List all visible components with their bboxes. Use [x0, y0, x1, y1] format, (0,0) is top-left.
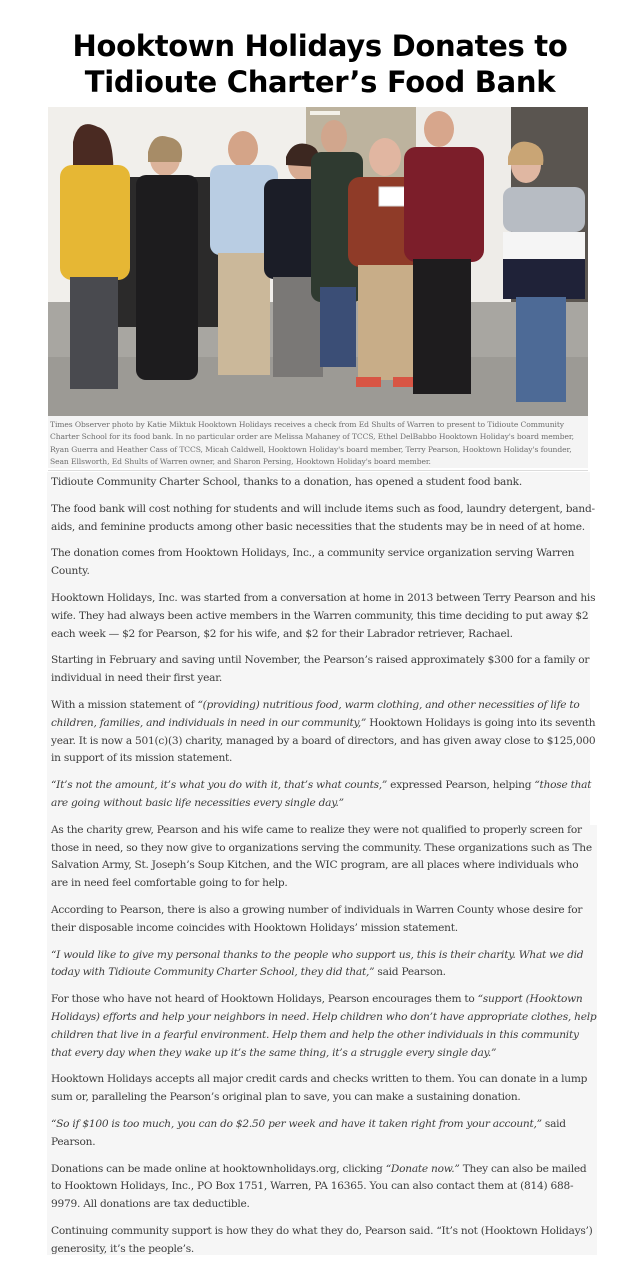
text: With a mission statement of — [51, 698, 198, 711]
quote: “those that are going without basic life necessities every single day.” — [51, 779, 592, 809]
quote: “I would like to give my personal thanks to the people who support us, this is their charity. What we did today with Tidioute Community Charter School, they did that,” — [51, 948, 584, 979]
paragraph-6 — [51, 697, 597, 768]
photo-caption: Times Observer photo by Katie Miktuk Hooktown Holidays receives a check from Ed Shults of Warren to present to Tidioute Community Charter School for its food bank. In no particular order are Melissa Mahaney of TCCS, Ethel DelBabbo Hooktown Holiday's board member, Ryan Guerra and Heather Cass of TCCS, Micah Caldwell, Hooktown Holiday's board member, Terry Pearson, Hooktown Holiday's founder, Sean Ellsworth, Ed Shults of Warren owner, and Sharon Persing, Hooktown Holiday's board member. — [48, 416, 588, 468]
headline — [0, 28, 640, 100]
donate-now-quote: “Donate now.” — [385, 1162, 460, 1175]
quote: “It’s not the amount, it’s what you do with it, that’s what counts,” — [51, 779, 388, 792]
quote: “support (Hooktown Holidays) efforts and help your neighbors in need. Help children who don’t have appropriate clothes, help children that live in a fearful environment. Help them and help the other individuals in this community that every day when they wake up it’s the same thing, it’s a struggle every single day.” — [51, 993, 597, 1059]
text: said Pearson. — [374, 966, 446, 979]
headline-line-2: Tidioute Charter’s Food Bank — [84, 65, 556, 99]
paragraph-1: Tidioute Community Charter School, thanks to a donation, has opened a student food bank. — [51, 476, 522, 488]
paragraph-14 — [51, 1161, 597, 1214]
headline-line-1: Hooktown Holidays Donates to — [72, 29, 568, 63]
paragraph-3: The donation comes from Hooktown Holidays, Inc., a community service organization serving Warren County. — [51, 547, 575, 578]
paragraph-13 — [51, 1116, 597, 1152]
paragraph-10 — [51, 947, 597, 983]
text: Donations can be made online at hooktownholidays.org, clicking — [51, 1162, 386, 1175]
text: Hooktown Holidays is going into its seventh year. It is now a 501(c)(3) charity, managed by a board of directors, and has given away close to $125,000 in support of its mission statement. — [51, 716, 596, 765]
paragraph-9: According to Pearson, there is also a growing number of individuals in Warren County whose desire for their disposable income coincides with Hooktown Holidays’ mission statement. — [51, 903, 583, 934]
paragraph-5: Starting in February and saving until November, the Pearson’s raised approximately $300 for a family or individual in need their first year. — [51, 654, 590, 685]
news-photo — [48, 107, 588, 416]
mission-quote: “(providing) nutritious food, warm clothing, and other necessities of life to children, families, and individuals in need in our community,” — [51, 698, 580, 729]
article-body — [51, 474, 597, 1267]
caption-divider — [48, 470, 588, 471]
text: expressed Pearson, helping — [387, 779, 535, 792]
paragraph-7 — [51, 777, 597, 813]
group-photo-illustration — [48, 107, 588, 416]
paragraph-4: Hooktown Holidays, Inc. was started from a conversation at home in 2013 between Terry Pearson and his wife. They had always been active members in the Warren community, this time deciding to put away $2 each week — $2 for Pearson, $2 for his wife, and $2 for their Labrador retriever, Rachael. — [51, 591, 596, 640]
text: They can also be mailed to Hooktown Holidays, Inc., PO Box 1751, Warren, PA 16365. You can also contact them at (814) 688-9979. All donations are tax deductible. — [51, 1162, 587, 1211]
paragraph-11 — [51, 991, 597, 1062]
quote: “So if $100 is too much, you can do $2.50 per week and have it taken right from your account,” — [51, 1117, 542, 1130]
paragraph-2: The food bank will cost nothing for students and will include items such as food, laundry detergent, band-aids, and feminine products among other basic necessities that the students may be in need of at home. — [51, 502, 595, 533]
paragraph-15: Continuing community support is how they do what they do, Pearson said. “It’s not (Hooktown Holidays’) generosity, it’s the people’s. — [51, 1224, 593, 1255]
paragraph-12: Hooktown Holidays accepts all major credit cards and checks written to them. You can donate in a lump sum or, paralleling the Pearson’s original plan to save, you can make a sustaining donation. — [51, 1073, 588, 1104]
text: said Pearson. — [51, 1117, 566, 1148]
paragraph-8: As the charity grew, Pearson and his wife came to realize they were not qualified to properly screen for those in need, so they now give to organizations serving the community. These organizations such as The Salvation Army, St. Joseph’s Soup Kitchen, and the WIC program, are all places where individuals who are in need feel comfortable going to for help. — [51, 823, 592, 890]
text: For those who have not heard of Hooktown Holidays, Pearson encourages them to — [51, 993, 478, 1006]
